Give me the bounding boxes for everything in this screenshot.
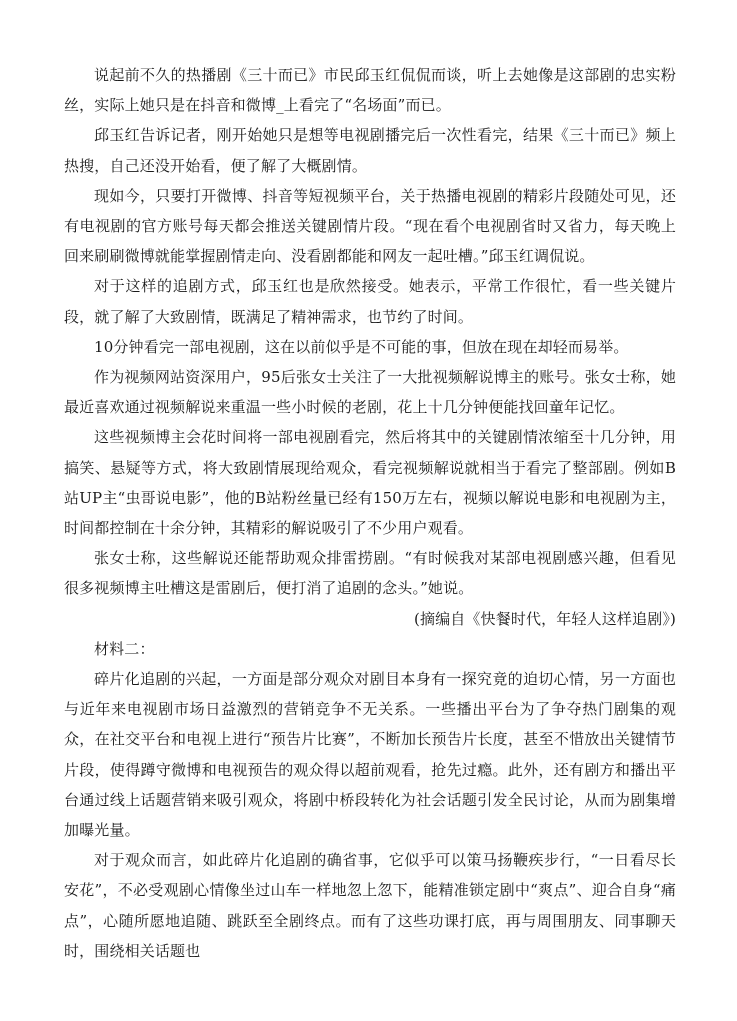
paragraph: 10分钟看完一部电视剧，这在以前似乎是不可能的事，但放在现在却轻而易举。 bbox=[94, 337, 629, 356]
paragraph: 这些视频博主会花时间将一部电视剧看完，然后将其中的关键剧情浓缩至十几分钟，用搞笑、悬疑等方式，将大致剧情展现给观众，看完视频解说就相当于看完了整部剧。例如B站UP主“虫哥说电影”，他的B站粉丝量已经有150万左右，视频以解说电影和电视剧为主，时间都控制在十余分钟，其精彩的解说吸引了不少用户观看。 bbox=[64, 428, 676, 538]
document-page bbox=[64, 60, 676, 966]
paragraph: 张女士称，这些解说还能帮助观众排雷捞剧。“有时候我对某部电视剧感兴趣，但看见很多视频博主吐槽这是雷剧后，便打消了追剧的念头。”她说。 bbox=[64, 549, 676, 598]
paragraph: 邱玉红告诉记者，刚开始她只是想等电视剧播完后一次性看完，结果《三十而已》频上热搜，自己还没开始看，便了解了大概剧情。 bbox=[64, 126, 676, 175]
paragraph: 碎片化追剧的兴起，一方面是部分观众对剧目本身有一探究竟的迫切心情，另一方面也与近年来电视剧市场日益激烈的营销竞争不无关系。一些播出平台为了争夺热门剧集的观众，在社交平台和电视上进行“预告片比赛”，不断加长预告片长度，甚至不惜放出关键情节片段，使得蹲守微博和电视预告的观众得以超前观看，抢先过瘾。此外，还有剧方和播出平台通过线上话题营销来吸引观众，将剧中桥段转化为社会话题引发全民讨论，从而为剧集增加曝光量。 bbox=[64, 670, 676, 840]
section-label: 材料二： bbox=[94, 639, 155, 658]
paragraph: 说起前不久的热播剧《三十而已》市民邱玉红侃侃而谈，听上去她像是这部剧的忠实粉丝，实际上她只是在抖音和微博_上看完了“名场面”而已。 bbox=[64, 66, 676, 115]
paragraph: 对于这样的追剧方式，邱玉红也是欣然接受。她表示，平常工作很忙，看一些关键片段，就了解了大致剧情，既满足了精神需求，也节约了时间。 bbox=[64, 277, 676, 326]
source-citation: (摘编自《快餐时代，年轻人这样追剧》) bbox=[413, 609, 676, 628]
paragraph: 现如今，只要打开微博、抖音等短视频平台，关于热播电视剧的精彩片段随处可见，还有电视剧的官方账号每天都会推送关键剧情片段。“现在看个电视剧省时又省力，每天晚上回来刷刷微博就能掌握剧情走向、没看剧都能和网友一起吐槽。”邱玉红调侃说。 bbox=[64, 186, 676, 266]
paragraph: 对于观众而言，如此碎片化追剧的确省事，它似乎可以策马扬鞭疾步行，“一日看尽长安花”，不必受观剧心情像坐过山车一样地忽上忽下，能精准锁定剧中“爽点”、迎合自身“痛点”，心随所愿地追随、跳跃至全剧终点。而有了这些功课打底，再与周围朋友、同事聊天时，围绕相关话题也 bbox=[64, 851, 676, 960]
paragraph: 作为视频网站资深用户，95后张女士关注了一大批视频解说博主的账号。张女士称，她最近喜欢通过视频解说来重温一些小时候的老剧，花上十几分钟便能找回童年记忆。 bbox=[64, 368, 676, 417]
